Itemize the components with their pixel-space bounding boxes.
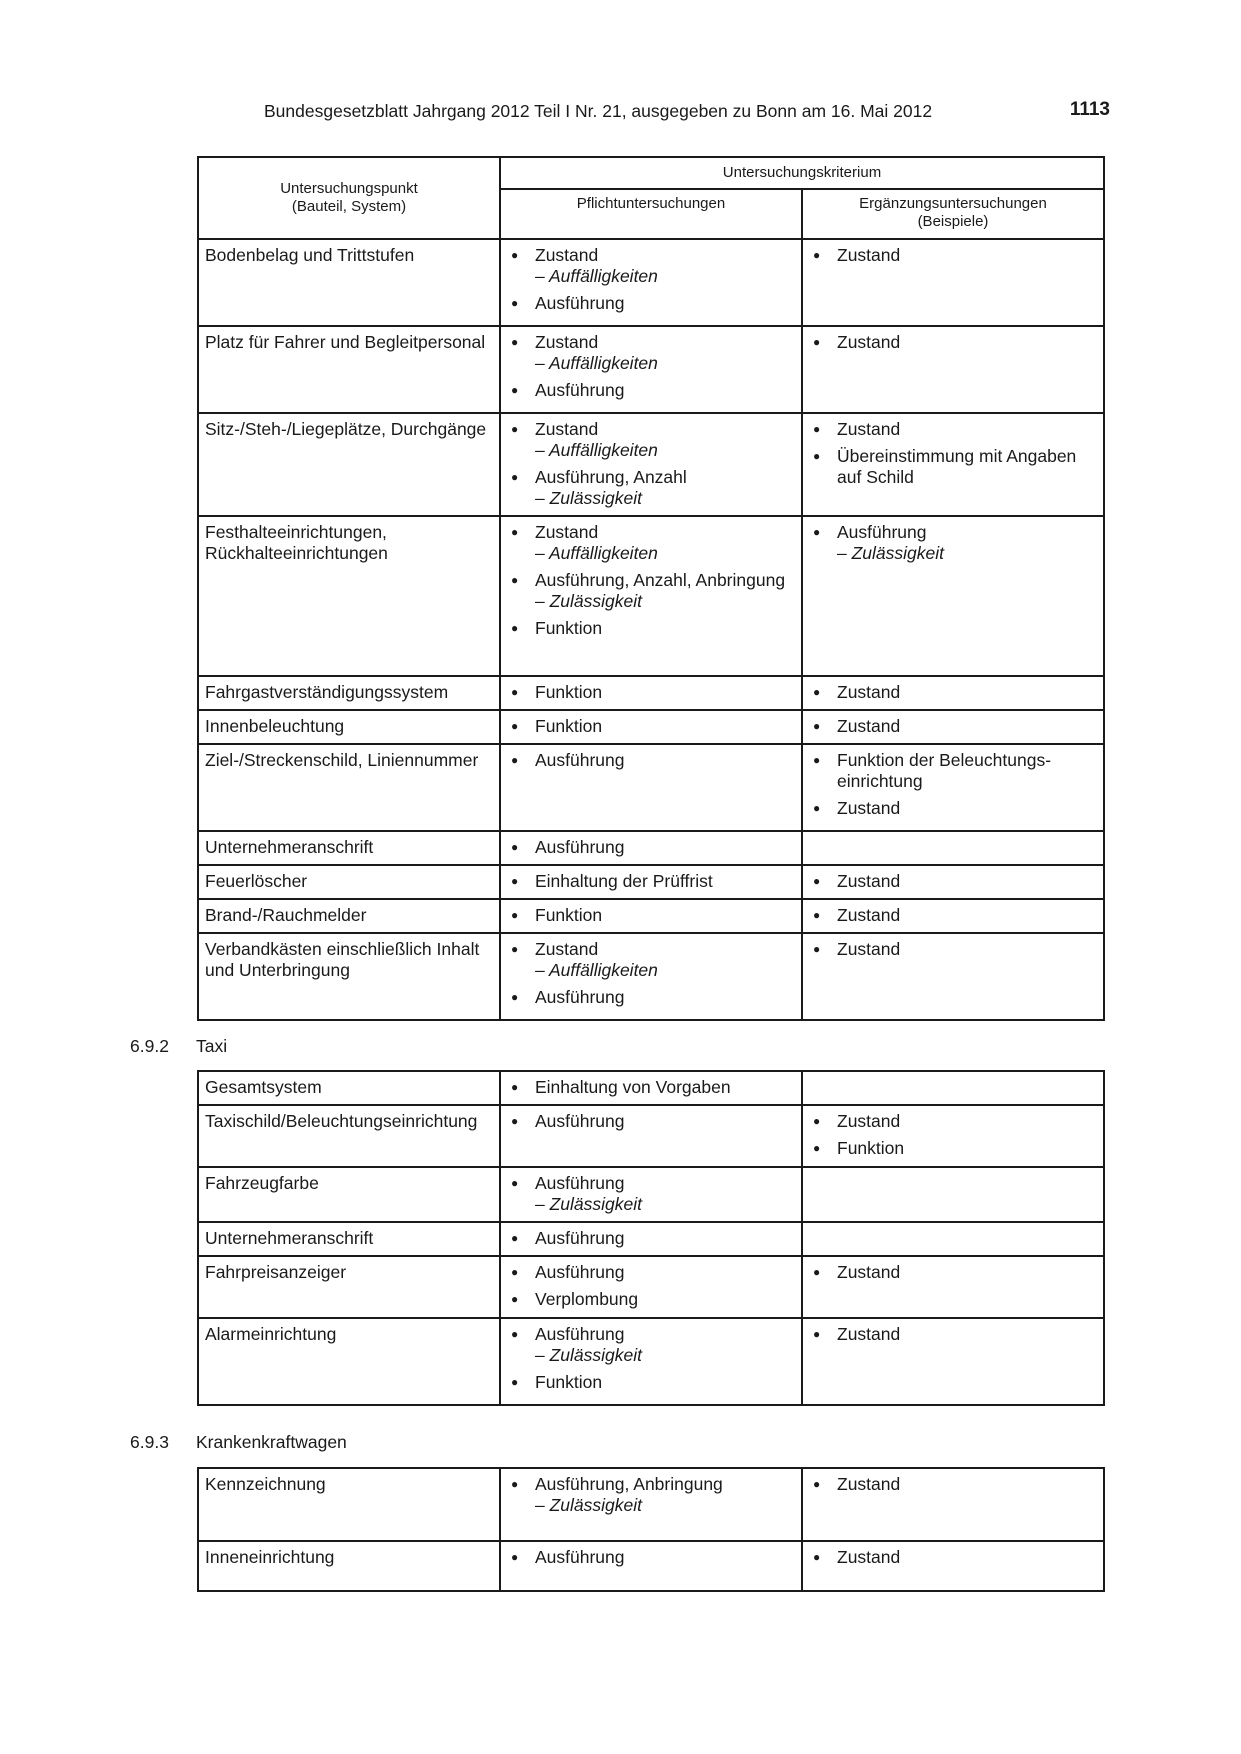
inspection-point-cell: Fahrzeugfarbe xyxy=(198,1167,500,1222)
bullet-item xyxy=(507,467,795,509)
criterion-text: Funktion xyxy=(535,1372,603,1392)
criterion-text: Ausführung xyxy=(535,1547,625,1567)
bullet-item xyxy=(507,1173,795,1215)
mandatory-cell xyxy=(500,326,802,413)
bullet-item xyxy=(809,332,1097,353)
supplementary-list xyxy=(809,905,1097,926)
criterion-text: Zustand xyxy=(837,1111,901,1131)
mandatory-cell xyxy=(500,899,802,933)
table-row xyxy=(198,413,1104,516)
mandatory-cell xyxy=(500,831,802,865)
criterion-text: Zustand xyxy=(535,332,599,352)
criterion-text: Zustand xyxy=(837,419,901,439)
bullet-item xyxy=(809,798,1097,819)
mandatory-cell xyxy=(500,865,802,899)
bullet-item xyxy=(507,1474,795,1516)
criterion-subtext: – Auffälligkeiten xyxy=(535,440,658,460)
mandatory-cell xyxy=(500,1468,802,1541)
criterion-text: Ausführung xyxy=(535,380,625,400)
bullet-item xyxy=(507,1324,795,1366)
criterion-text: Funktion xyxy=(837,1138,905,1158)
header-mandatory: Pflichtuntersuchungen xyxy=(500,189,802,239)
criterion-text: Zustand xyxy=(837,1324,901,1344)
section-label: Taxi xyxy=(196,1036,228,1056)
criterion-text: Ausführung xyxy=(535,1324,625,1344)
mandatory-cell xyxy=(500,1541,802,1591)
supplementary-list xyxy=(809,1547,1097,1568)
criterion-text: Zustand xyxy=(535,419,599,439)
supplementary-cell xyxy=(802,239,1104,326)
bullet-item xyxy=(809,245,1097,266)
header-criteria: Untersuchungskriterium xyxy=(500,157,1104,189)
inspection-point-cell: Fahrpreisanzeiger xyxy=(198,1256,500,1318)
criterion-subtext: – Auffälligkeiten xyxy=(535,543,658,563)
supplementary-cell xyxy=(802,865,1104,899)
inspection-table-taxi xyxy=(197,1070,1105,1406)
supplementary-cell xyxy=(802,710,1104,744)
supplementary-cell xyxy=(802,413,1104,516)
supplementary-cell xyxy=(802,1167,1104,1222)
bullet-item xyxy=(507,1289,795,1310)
bullet-item xyxy=(809,1262,1097,1283)
table-row xyxy=(198,676,1104,710)
bullet-item xyxy=(809,1138,1097,1159)
criterion-subtext: – Zulässigkeit xyxy=(837,543,944,563)
bullet-item xyxy=(507,1228,795,1249)
bullet-item xyxy=(507,716,795,737)
criterion-text: Funktion der Beleuchtungseinrichtung xyxy=(837,750,1052,791)
bullet-item xyxy=(809,716,1097,737)
mandatory-list xyxy=(507,1262,795,1310)
mandatory-cell xyxy=(500,516,802,676)
criterion-text: Ausführung, Anbringung xyxy=(535,1474,723,1494)
bullet-item xyxy=(507,939,795,981)
criterion-text: Einhaltung der Prüffrist xyxy=(535,871,713,891)
criterion-text: Funktion xyxy=(535,905,603,925)
table-row xyxy=(198,1318,1104,1405)
mandatory-cell xyxy=(500,1222,802,1256)
criterion-subtext: – Zulässigkeit xyxy=(535,488,642,508)
table-row xyxy=(198,1222,1104,1256)
bullet-item xyxy=(809,1111,1097,1132)
criterion-text: Funktion xyxy=(535,716,603,736)
criterion-text: Ausführung xyxy=(535,1262,625,1282)
inspection-point-cell: Brand-/Rauchmelder xyxy=(198,899,500,933)
mandatory-list xyxy=(507,682,795,703)
supplementary-list xyxy=(809,332,1097,353)
table-row xyxy=(198,831,1104,865)
mandatory-list xyxy=(507,837,795,858)
mandatory-cell xyxy=(500,710,802,744)
criterion-text: Einhaltung von Vorgaben xyxy=(535,1077,731,1097)
inspection-table-ambulance xyxy=(197,1467,1105,1592)
bullet-item xyxy=(809,750,1097,792)
mandatory-list xyxy=(507,1228,795,1249)
bullet-item xyxy=(507,905,795,926)
criterion-text: Zustand xyxy=(837,332,901,352)
mandatory-list xyxy=(507,1077,795,1098)
supplementary-list xyxy=(809,682,1097,703)
table-row xyxy=(198,1167,1104,1222)
mandatory-list xyxy=(507,1111,795,1132)
inspection-point-cell: Festhalteeinrichtungen, Rückhalteeinrichtungen xyxy=(198,516,500,676)
bullet-item xyxy=(809,1474,1097,1495)
supplementary-cell xyxy=(802,899,1104,933)
bullet-item xyxy=(507,1372,795,1393)
criterion-subtext: – Auffälligkeiten xyxy=(535,266,658,286)
inspection-table-bus xyxy=(197,156,1105,1021)
criterion-subtext: – Auffälligkeiten xyxy=(535,353,658,373)
inspection-point-cell: Innenbeleuchtung xyxy=(198,710,500,744)
inspection-point-cell: Alarmeinrichtung xyxy=(198,1318,500,1405)
mandatory-cell xyxy=(500,1105,802,1167)
bullet-item xyxy=(507,1547,795,1568)
mandatory-cell xyxy=(500,1256,802,1318)
criterion-subtext: – Zulässigkeit xyxy=(535,1194,642,1214)
supplementary-list xyxy=(809,419,1097,488)
inspection-point-cell: Fahrgastverständigungssystem xyxy=(198,676,500,710)
inspection-point-cell: Taxischild/Beleuchtungseinrichtung xyxy=(198,1105,500,1167)
criterion-text: Zustand xyxy=(837,905,901,925)
page-number: 1113 xyxy=(1069,99,1110,120)
supplementary-list xyxy=(809,522,1097,564)
bullet-item xyxy=(809,419,1097,440)
bullet-item xyxy=(507,1262,795,1283)
bullet-item xyxy=(507,332,795,374)
table-row xyxy=(198,865,1104,899)
bullet-item xyxy=(507,293,795,314)
criterion-text: Zustand xyxy=(837,798,901,818)
bullet-item xyxy=(507,522,795,564)
mandatory-cell xyxy=(500,1167,802,1222)
bullet-item xyxy=(507,987,795,1008)
bullet-item xyxy=(507,682,795,703)
supplementary-cell xyxy=(802,1256,1104,1318)
bullet-item xyxy=(507,245,795,287)
mandatory-list xyxy=(507,750,795,771)
bullet-item xyxy=(507,750,795,771)
mandatory-cell xyxy=(500,413,802,516)
criterion-text: Zustand xyxy=(837,716,901,736)
criterion-subtext: – Zulässigkeit xyxy=(535,1345,642,1365)
criterion-text: Ausführung xyxy=(535,750,625,770)
mandatory-cell xyxy=(500,1071,802,1105)
criterion-text: Zustand xyxy=(837,1262,901,1282)
header-supplementary: Ergänzungsuntersuchungen (Beispiele) xyxy=(802,189,1104,239)
bullet-item xyxy=(809,1547,1097,1568)
bullet-item xyxy=(507,380,795,401)
inspection-point-cell: Sitz-/Steh-/Liegeplätze, Durchgänge xyxy=(198,413,500,516)
criterion-text: Ausführung, Anzahl xyxy=(535,467,687,487)
mandatory-cell xyxy=(500,1318,802,1405)
mandatory-list xyxy=(507,1173,795,1215)
criterion-subtext: – Auffälligkeiten xyxy=(535,960,658,980)
criterion-text: Übereinstimmung mit Angaben auf Schild xyxy=(837,446,1077,487)
mandatory-list xyxy=(507,716,795,737)
header-title: Bundesgesetzblatt Jahrgang 2012 Teil I Nr. 21, ausgegeben zu Bonn am 16. Mai 2012 xyxy=(264,101,933,121)
criterion-text: Zustand xyxy=(535,522,599,542)
section-number: 6.9.3 xyxy=(130,1432,169,1452)
supplementary-list xyxy=(809,1324,1097,1345)
inspection-point-cell: Kennzeichnung xyxy=(198,1468,500,1541)
criterion-text: Zustand xyxy=(837,245,901,265)
criterion-text: Ausführung xyxy=(535,837,625,857)
page-header xyxy=(264,101,1110,125)
criterion-text: Ausführung xyxy=(535,987,625,1007)
table-row xyxy=(198,710,1104,744)
bullet-item xyxy=(809,446,1097,488)
section-label: Krankenkraftwagen xyxy=(196,1432,347,1452)
inspection-point-cell: Unternehmeranschrift xyxy=(198,1222,500,1256)
supplementary-list xyxy=(809,1111,1097,1159)
criterion-text: Ausführung, Anzahl, Anbringung xyxy=(535,570,786,590)
criterion-text: Zustand xyxy=(837,1474,901,1494)
table-row xyxy=(198,1105,1104,1167)
mandatory-list xyxy=(507,871,795,892)
supplementary-cell xyxy=(802,516,1104,676)
mandatory-cell xyxy=(500,239,802,326)
mandatory-cell xyxy=(500,933,802,1020)
criterion-text: Ausführung xyxy=(535,1111,625,1131)
supplementary-cell xyxy=(802,676,1104,710)
supplementary-cell xyxy=(802,1071,1104,1105)
mandatory-cell xyxy=(500,744,802,831)
supplementary-cell xyxy=(802,1468,1104,1541)
bullet-item xyxy=(507,837,795,858)
table-row xyxy=(198,239,1104,326)
supplementary-cell xyxy=(802,1541,1104,1591)
bullet-item xyxy=(809,1324,1097,1345)
bullet-item xyxy=(507,871,795,892)
bullet-item xyxy=(809,905,1097,926)
criterion-text: Funktion xyxy=(535,618,603,638)
supplementary-list xyxy=(809,1474,1097,1495)
mandatory-list xyxy=(507,332,795,401)
criterion-text: Zustand xyxy=(535,245,599,265)
table-row xyxy=(198,899,1104,933)
mandatory-list xyxy=(507,1547,795,1568)
supplementary-cell xyxy=(802,744,1104,831)
supplementary-list xyxy=(809,750,1097,819)
criterion-text: Zustand xyxy=(837,939,901,959)
bullet-item xyxy=(809,939,1097,960)
criterion-text: Verplombung xyxy=(535,1289,639,1309)
supplementary-cell xyxy=(802,1105,1104,1167)
table-row xyxy=(198,933,1104,1020)
supplementary-cell xyxy=(802,933,1104,1020)
supplementary-cell xyxy=(802,1318,1104,1405)
bullet-item xyxy=(507,570,795,612)
header-inspection-point: Untersuchungspunkt (Bauteil, System) xyxy=(198,157,500,239)
criterion-text: Ausführung xyxy=(535,293,625,313)
table-row xyxy=(198,1071,1104,1105)
bullet-item xyxy=(507,1077,795,1098)
criterion-subtext: – Zulässigkeit xyxy=(535,1495,642,1515)
supplementary-cell xyxy=(802,1222,1104,1256)
supplementary-list xyxy=(809,939,1097,960)
supplementary-cell xyxy=(802,326,1104,413)
criterion-text: Zustand xyxy=(837,1547,901,1567)
criterion-text: Zustand xyxy=(837,682,901,702)
mandatory-list xyxy=(507,245,795,314)
inspection-point-cell: Platz für Fahrer und Begleitpersonal xyxy=(198,326,500,413)
mandatory-cell xyxy=(500,676,802,710)
table-row xyxy=(198,1468,1104,1541)
criterion-text: Ausführung xyxy=(535,1228,625,1248)
inspection-point-cell: Inneneinrichtung xyxy=(198,1541,500,1591)
supplementary-list xyxy=(809,1262,1097,1283)
table-row xyxy=(198,326,1104,413)
bullet-item xyxy=(507,419,795,461)
supplementary-list xyxy=(809,716,1097,737)
mandatory-list xyxy=(507,419,795,509)
inspection-point-cell: Unternehmeranschrift xyxy=(198,831,500,865)
table-row xyxy=(198,744,1104,831)
table-row xyxy=(198,516,1104,676)
mandatory-list xyxy=(507,1474,795,1516)
criterion-text: Funktion xyxy=(535,682,603,702)
bullet-item xyxy=(809,871,1097,892)
mandatory-list xyxy=(507,939,795,1008)
table-row xyxy=(198,1541,1104,1591)
inspection-point-cell: Feuerlöscher xyxy=(198,865,500,899)
bullet-item xyxy=(507,1111,795,1132)
inspection-point-cell: Bodenbelag und Trittstufen xyxy=(198,239,500,326)
supplementary-cell xyxy=(802,831,1104,865)
mandatory-list xyxy=(507,1324,795,1393)
bullet-item xyxy=(809,682,1097,703)
criterion-text: Ausführung xyxy=(837,522,927,542)
mandatory-list xyxy=(507,905,795,926)
supplementary-list xyxy=(809,245,1097,266)
mandatory-list xyxy=(507,522,795,639)
criterion-text: Zustand xyxy=(837,871,901,891)
bullet-item xyxy=(507,618,795,639)
criterion-text: Ausführung xyxy=(535,1173,625,1193)
criterion-text: Zustand xyxy=(535,939,599,959)
table-row xyxy=(198,1256,1104,1318)
inspection-point-cell: Ziel-/Streckenschild, Liniennummer xyxy=(198,744,500,831)
bullet-item xyxy=(809,522,1097,564)
section-number: 6.9.2 xyxy=(130,1036,169,1056)
supplementary-list xyxy=(809,871,1097,892)
inspection-point-cell: Verbandkästen einschließlich Inhalt und Unterbringung xyxy=(198,933,500,1020)
criterion-subtext: – Zulässigkeit xyxy=(535,591,642,611)
inspection-point-cell: Gesamtsystem xyxy=(198,1071,500,1105)
